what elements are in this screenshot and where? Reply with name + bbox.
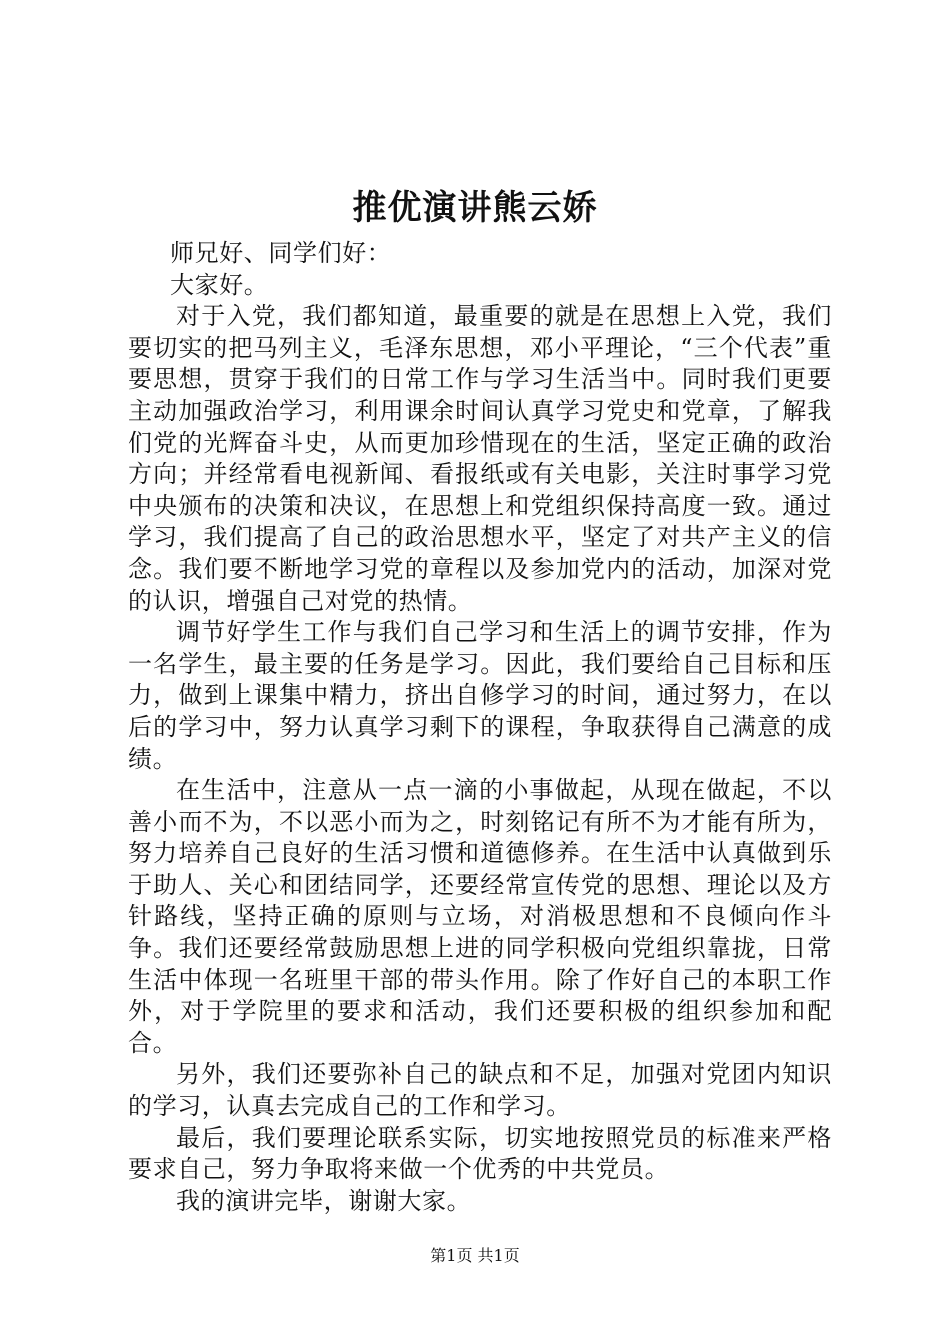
document-body [128,238,832,1217]
closing-paragraph: 我的演讲完毕，谢谢大家。 [176,1186,472,1215]
body-paragraph: 对于入党，我们都知道，最重要的就是在思想上入党，我们要切实的把马列主义，毛泽东思想，邓小平理论，“三个代表”重要思想，贯穿于我们的日常工作与学习生活当中。同时我们更要主动加强政治学习，利用课余时间认真学习党史和党章，了解我们党的光辉奋斗史，从而更加珍惜现在的生活，坚定正确的政治方向；并经常看电视新闻、看报纸或有关电影，关注时事学习党中央颁布的决策和决议，在思想上和党组织保持高度一致。通过学习，我们提高了自己的政治思想水平，坚定了对共产主义的信念。我们要不断地学习党的章程以及参加党内的活动，加深对党的认识，增强自己对党的热情。 [128,302,832,615]
body-paragraph: 在生活中，注意从一点一滴的小事做起，从现在做起，不以善小而不为，不以恶小而为之，时刻铭记有所不为才能有所为，努力培养自己良好的生活习惯和道德修养。在生活中认真做到乐于助人、关心和团结同学，还要经常宣传党的思想、理论以及方针路线，坚持正确的原则与立场，对消极思想和不良倾向作斗争。我们还要经常鼓励思想上进的同学积极向党组织靠拢，日常生活中体现一名班里干部的带头作用。除了作好自己的本职工作外，对于学院里的要求和活动，我们还要积极的组织参加和配合。 [128,776,832,1057]
page-footer: 第1页 共1页 [430,1246,520,1265]
body-paragraph: 另外，我们还要弥补自己的缺点和不足，加强对党团内知识的学习，认真去完成自己的工作和学习。 [128,1060,832,1121]
body-paragraph: 调节好学生工作与我们自己学习和生活上的调节安排，作为一名学生，最主要的任务是学习。因此，我们要给自己目标和压力，做到上课集中精力，挤出自修学习的时间，通过努力，在以后的学习中，努力认真学习剩下的课程，争取获得自己满意的成绩。 [128,618,832,773]
page-title: 推优演讲熊云娇 [352,188,598,228]
body-paragraph: 最后，我们要理论联系实际，切实地按照党员的标准来严格要求自己，努力争取将来做一个优秀的中共党员。 [128,1123,832,1184]
greeting-paragraph: 师兄好、同学们好： [170,239,392,267]
greeting-paragraph: 大家好。 [170,270,269,299]
